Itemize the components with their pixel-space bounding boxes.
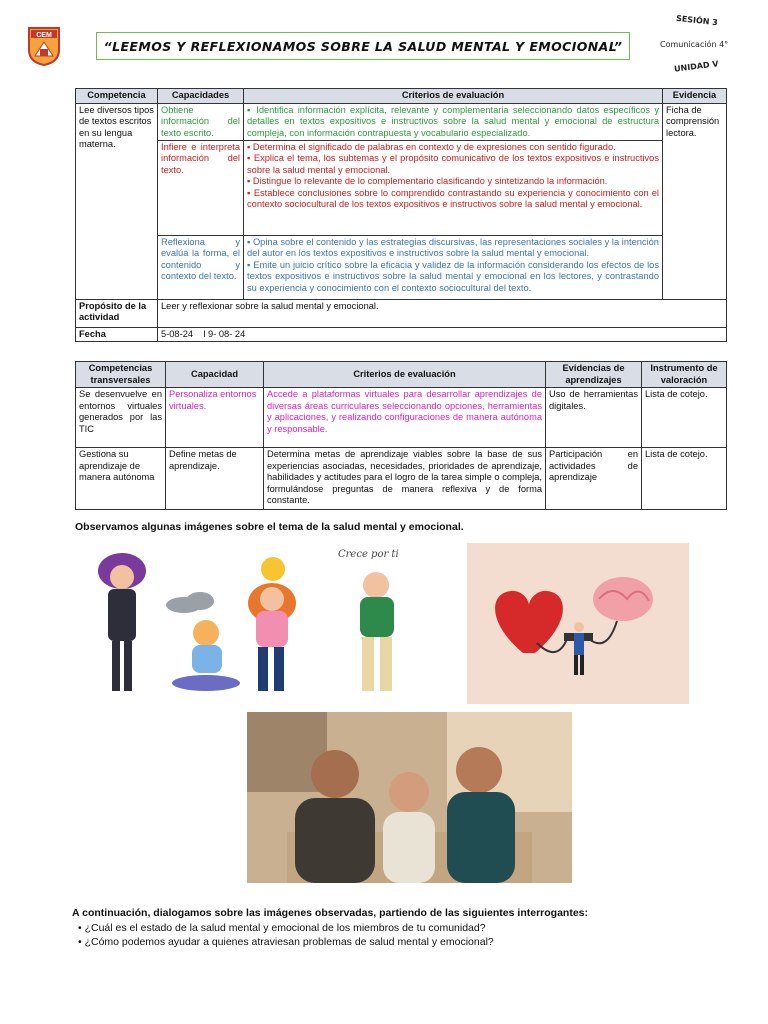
capacidad-cell: Define metas de aprendizaje. xyxy=(166,448,264,510)
competencia-cell xyxy=(76,103,158,299)
page-title-text: “LEEMOS Y REFLEXIONAMOS SOBRE LA SALUD MENTAL Y EMOCIONAL” xyxy=(103,38,623,54)
question-text: ¿Cómo podemos ayudar a quienes atraviesan problemas de salud mental y emocional? xyxy=(84,936,494,948)
transversal-table xyxy=(75,361,727,510)
capacidad-infiere: Infiere e interpreta información del texto. xyxy=(158,140,243,235)
col-header-capacidades: Capacidades xyxy=(158,89,244,104)
criterio-text: Establece conclusiones sobre lo comprendido contrastando su experiencia y conocimiento con el contexto sociocultural de los textos expositivos e instructivos sobre la salud mental y emocional. xyxy=(247,187,659,209)
col-header-capacidad: Capacidad xyxy=(166,362,264,388)
competencia-cell: Gestiona su aprendizaje de manera autónoma xyxy=(76,448,166,510)
illustration-caption: Crece por ti xyxy=(338,549,399,560)
school-logo xyxy=(27,26,61,66)
instrumento-cell: Lista de cotejo. xyxy=(642,388,727,448)
criterio-reflexiona: ▪ Opina sobre el contenido y las estrategias discursivas, las representaciones sociales y la intención del autor en los textos expositivos e instructivos sobre la salud mental y emocional. ▪ Emite un juicio crítico sobre la eficacia y validez de la información considerando los efectos de los textos expositivos e instructivos sobre la salud mental y emocional en los lectores, y contrastando su experiencia y conocimiento con el contexto sociocultural del texto. xyxy=(244,235,662,298)
observe-heading: Observamos algunas imágenes sobre el tema de la salud mental y emocional. xyxy=(75,521,464,533)
evidencia-cell: Uso de herramientas digitales. xyxy=(546,388,642,448)
competencia-text: Lee diversos tipos de textos escritos en su lengua materna. xyxy=(79,104,154,149)
competency-table xyxy=(75,88,727,342)
question-item: • ¿Cómo podemos ayudar a quienes atraviesan problemas de salud mental y emocional? xyxy=(78,936,494,948)
heart-brain-illustration xyxy=(467,543,689,704)
proposito-value: Leer y reflexionar sobre la salud mental y emocional. xyxy=(158,299,727,327)
col-header-evidencias: Evidencias de aprendizajes xyxy=(546,362,642,388)
instrumento-cell: Lista de cotejo. xyxy=(642,448,727,510)
dialog-heading: A continuación, dialogamos sobre las imágenes observadas, partiendo de las siguientes interrogantes: xyxy=(72,907,588,919)
criterio-text: Emite un juicio crítico sobre la eficacia y validez de la información considerando los efectos de los textos expositivos e instructivos sobre la salud mental y emocional en los lectores, y contrastando su experiencia y conocimiento con el contexto sociocultural del texto. xyxy=(247,259,659,293)
criterio-obtiene: ▪ Identifica información explícita, relevante y complementaria seleccionando datos específicos y detalles en textos expositivos e instructivos sobre la salud mental y emocional de estructura compleja, con información contrapuesta y vocabulario especializado. xyxy=(247,104,659,138)
fecha-label: Fecha xyxy=(76,327,158,342)
evidencia-cell xyxy=(663,103,727,299)
criterio-cell: Accede a plataformas virtuales para desarrollar aprendizajes de diversas áreas curriculares seleccionando opciones, herramientas y aplicaciones, y realizando configuraciones de manera autónoma y responsable. xyxy=(264,388,546,448)
table-row xyxy=(76,448,727,510)
col-header-competencia: Competencia xyxy=(76,89,158,104)
logo-text: CEM xyxy=(36,32,52,39)
session-label: SESIÓN 3 xyxy=(675,13,719,28)
friends-photo xyxy=(247,712,572,883)
unit-label: UNIDAD V xyxy=(673,59,720,74)
criterio-text: Determina el significado de palabras en contexto y de expresiones con sentido figurado. xyxy=(252,141,616,152)
question-item: • ¿Cuál es el estado de la salud mental y emocional de los miembros de tu comunidad? xyxy=(78,922,486,934)
col-header-criterios: Criterios de evaluación xyxy=(264,362,546,388)
fecha-value: 5-08-24 l 9- 08- 24 xyxy=(158,327,727,342)
col-header-competencias-transversales: Competencias transversales xyxy=(76,362,166,388)
capacidades-cell xyxy=(158,103,244,299)
page-title xyxy=(96,32,630,60)
evidencia-cell: Participación en actividades de aprendizaje xyxy=(546,448,642,510)
competencia-cell: Se desenvuelve en entornos virtuales generados por las TIC xyxy=(76,388,166,448)
criterio-text: Distingue lo relevante de lo complementario clasificando y sintetizando la información. xyxy=(252,176,608,186)
col-header-evidencia: Evidencia xyxy=(663,89,727,104)
emotions-illustration xyxy=(88,545,422,701)
capacidad-cell: Personaliza entornos virtuales. xyxy=(166,388,264,448)
criterio-text: Identifica información explícita, relevante y complementaria seleccionando datos específicos y detalles en textos expositivos e instructivos sobre la salud mental y emocional de estructura compleja, con información contrapuesta y vocabulario especializado. xyxy=(247,104,659,138)
course-label: Comunicación 4° xyxy=(660,40,729,49)
criterio-cell: Determina metas de aprendizaje viables sobre la base de sus experiencias asociadas, necesidades, prioridades de aprendizaje, habilidades y actitudes para el logro de la tarea simple o compleja, formulándose preguntas de manera reflexiva y de forma constante. xyxy=(264,448,546,510)
criterio-infiere: ▪ Determina el significado de palabras en contexto y de expresiones con sentido figurado. ▪ Explica el tema, los subtemas y el propósito comunicativo de los textos expositivos e instructivos sobre la salud mental y emocional. ▪ Distingue lo relevante de lo complementario clasificando y sintetizando la información. ▪ Establece conclusiones sobre lo comprendido contrastando su experiencia y conocimiento con el contexto sociocultural de los textos expositivos e instructivos sobre la salud mental y emocional. xyxy=(244,140,662,235)
criterio-text: Opina sobre el contenido y las estrategias discursivas, las representaciones sociales y la intención del autor en los textos expositivos e instructivos sobre la salud mental y emocional. xyxy=(247,236,659,258)
proposito-label: Propósito de la actividad xyxy=(76,299,158,327)
criterio-text: Explica el tema, los subtemas y el propósito comunicativo de los textos expositivos e instructivos sobre la salud mental y emocional. xyxy=(247,153,659,175)
evidencia-text: Ficha de comprensión lectora. xyxy=(666,104,720,138)
criterios-cell xyxy=(244,103,663,299)
col-header-criterios: Criterios de evaluación xyxy=(244,89,663,104)
col-header-instrumento: Instrumento de valoración xyxy=(642,362,727,388)
capacidad-obtiene: Obtiene información del texto escrito. xyxy=(161,104,240,138)
question-text: ¿Cuál es el estado de la salud mental y emocional de los miembros de tu comunidad? xyxy=(84,922,486,934)
capacidad-reflexiona: Reflexiona y evalúa la forma, el contenido y contexto del texto. xyxy=(158,235,243,298)
table-row xyxy=(76,388,727,448)
